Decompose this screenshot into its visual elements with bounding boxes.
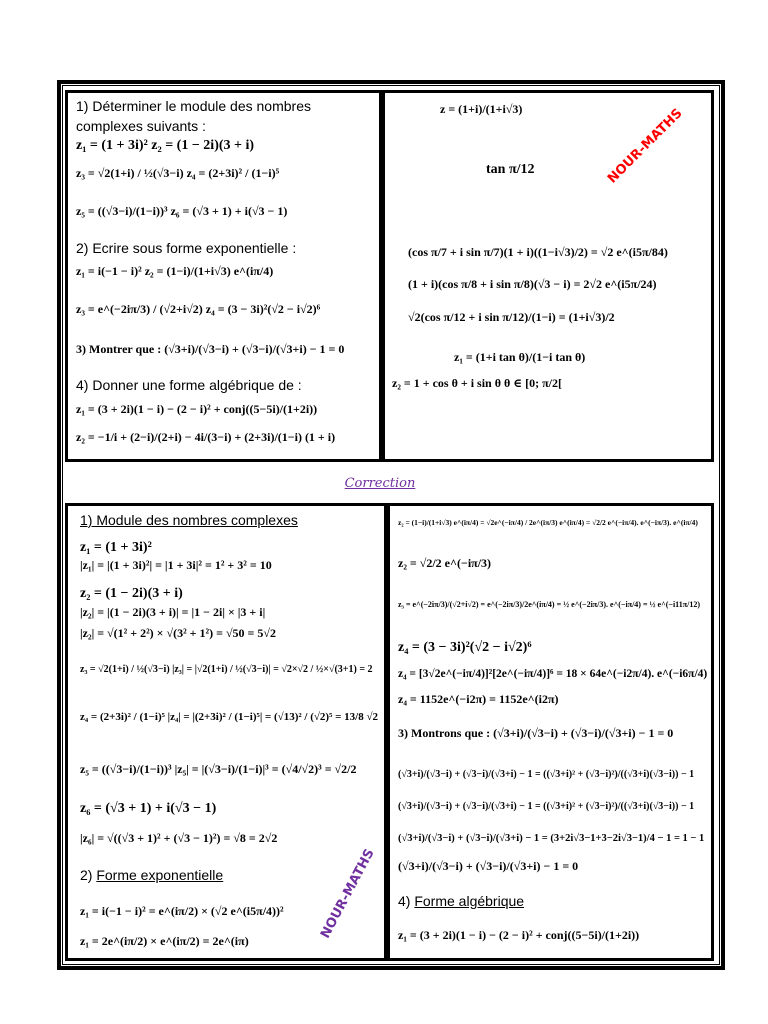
corr-line-1: z₁ = (1 + 3i)² xyxy=(80,540,152,555)
corr-right-line-4: z₄ = (3 − 3i)²(√2 − i√2)⁶ xyxy=(398,640,532,655)
corr-line-9: z₆ = (√3 + 1) + i(√3 − 1) xyxy=(80,801,217,816)
corr-right-line-1: z₂ = (1−i)/(1+i√3) e^(iπ/4) = √2e^(−iπ/4) / 2e^(iπ/3) e^(iπ/4) = √2/2 e^(−iπ/4). e^(−iπ/3). e^(iπ/4) xyxy=(398,518,698,527)
corr-line-7: z₄ = (2+3i)² / (1−i)⁵ |z₄| = |(2+3i)² / (1−i)⁵| = (√13)² / (√2)⁵ = 13/8 √2 xyxy=(80,711,378,723)
correction-heading: Correction xyxy=(344,476,416,491)
section-2-title xyxy=(80,867,223,883)
section-2-label: Forme exponentielle xyxy=(96,867,224,883)
q3-title: 3) Montrer que : (√3+i)/(√3−i) + (√3−i)/(√3+i) − 1 = 0 xyxy=(76,342,345,356)
corr-right-line-6: z₄ = 1152e^(−i2π) = 1152e^(i2π) xyxy=(398,692,559,706)
q1-row-2: z₃ = √2(1+i) / ½(√3−i) z₄ = (2+3i)² / (1−i)⁵ xyxy=(76,166,280,180)
corr-line-10: |z₆| = √((√3 + 1)² + (√3 − 1)²) = √8 = 2√2 xyxy=(80,831,278,845)
q2-row-1: z₁ = i(−1 − i)² z₂ = (1−i)/(1+i√3) e^(iπ/4) xyxy=(76,264,274,278)
equation-1: (cos π/7 + i sin π/7)(1 + i)((1−i√3)/2) = √2 e^(i5π/84) xyxy=(408,245,668,259)
corr-line-8: z₅ = ((√3−i)/(1−i))³ |z₅| = |(√3−i)/(1−i)|³ = (√4/√2)³ = √2/2 xyxy=(80,762,357,776)
section-3-title: 3) Montrons que : (√3+i)/(√3−i) + (√3−i)/(√3+i) − 1 = 0 xyxy=(398,726,674,740)
section-1-title: 1) Module des nombres complexes xyxy=(80,512,298,528)
corr-line-4: |z₂| = |(1 − 2i)(3 + i)| = |1 − 2i| × |3 + i| xyxy=(80,605,266,619)
section-2-number: 2) xyxy=(80,867,97,883)
corr-right-line-10: (√3+i)/(√3−i) + (√3−i)/(√3+i) − 1 = 0 xyxy=(398,859,579,873)
section-4-number: 4) xyxy=(398,893,415,909)
q4-row-1: z₁ = (3 + 2i)(1 − i) − (2 − i)² + conj((5−5i)/(1+2i)) xyxy=(76,402,318,416)
z-definition: z = (1+i)/(1+i√3) xyxy=(440,102,523,116)
equation-3: √2(cos π/12 + i sin π/12)/(1−i) = (1+i√3)/2 xyxy=(408,310,615,324)
q4-title: 4) Donner une forme algébrique de : xyxy=(76,377,302,393)
corr-right-line-5: z₄ = [3√2e^(−iπ/4)]²[2e^(−iπ/4)]⁶ = 18 × 64e^(−i2π/4). e^(−i6π/4) xyxy=(398,668,708,680)
corr-right-line-9: (√3+i)/(√3−i) + (√3−i)/(√3+i) − 1 = (3+2i√3−1+3−2i√3−1)/4 − 1 = 1 − 1 xyxy=(398,833,705,844)
corr-line-12: z₁ = 2e^(iπ/2) × e^(iπ/2) = 2e^(iπ) xyxy=(80,934,249,948)
equation-2: (1 + i)(cos π/8 + i sin π/8)(√3 − i) = 2√2 e^(i5π/24) xyxy=(408,277,657,291)
corr-right-line-3: z₃ = e^(−2iπ/3)/(√2+i√2) = e^(−2iπ/3)/2e^(iπ/4) = ½ e^(−2iπ/3). e^(−iπ/4) = ½ e^(−i11π/12) xyxy=(398,600,701,609)
corr-right-line-11: z₁ = (3 + 2i)(1 − i) − (2 − i)² + conj((5−5i)/(1+2i)) xyxy=(398,928,640,942)
q1-row-1: z₁ = (1 + 3i)² z₂ = (1 − 2i)(3 + i) xyxy=(76,138,255,153)
tan-expression: tan π/12 xyxy=(486,162,535,177)
corr-line-3: z₂ = (1 − 2i)(3 + i) xyxy=(80,586,183,601)
z1-definition: z₁ = (1+i tan θ)/(1−i tan θ) xyxy=(454,350,586,364)
q2-title: 2) Ecrire sous forme exponentielle : xyxy=(76,240,297,256)
corr-right-line-7: (√3+i)/(√3−i) + (√3−i)/(√3+i) − 1 = ((√3+i)² + (√3−i)²)/((√3+i)(√3−i)) − 1 xyxy=(398,769,695,780)
section-4-title xyxy=(398,893,524,909)
exercise-right-box xyxy=(382,90,714,462)
q1-title-continued: complexes suivants : xyxy=(76,118,206,134)
q4-row-2: z₂ = −1/i + (2−i)/(2+i) − 4i/(3−i) + (2+3i)/(1−i) (1 + i) xyxy=(76,430,336,444)
nour-maths-stamp-bottom: NOUR-MATHS xyxy=(318,846,378,942)
corr-line-5: |z₂| = √(1² + 2²) × √(3² + 1²) = √50 = 5√2 xyxy=(80,626,276,640)
q1-row-3: z₅ = ((√3−i)/(1−i))³ z₆ = (√3 + 1) + i(√3 − 1) xyxy=(76,204,288,218)
q2-row-2: z₃ = e^(−2iπ/3) / (√2+i√2) z₄ = (3 − 3i)²(√2 − i√2)⁶ xyxy=(76,302,321,316)
nour-maths-stamp-top: NOUR-MATHS xyxy=(605,105,686,187)
corr-right-line-2: z₂ = √2/2 e^(−iπ/3) xyxy=(398,556,492,570)
q1-title: 1) Déterminer le module des nombres xyxy=(76,98,311,114)
z2-definition: z₂ = 1 + cos θ + i sin θ θ ∈ [0; π/2[ xyxy=(392,376,563,390)
section-4-label: Forme algébrique xyxy=(414,893,525,909)
corr-right-line-8: (√3+i)/(√3−i) + (√3−i)/(√3+i) − 1 = ((√3+i)² + (√3−i)²)/((√3+i)(√3−i)) − 1 xyxy=(398,801,695,812)
corr-line-11: z₁ = i(−1 − i)² = e^(iπ/2) × (√2 e^(i5π/4))² xyxy=(80,904,284,918)
corr-line-6: z₃ = √2(1+i) / ½(√3−i) |z₃| = |√2(1+i) / ½(√3−i)| = √2×√2 / ½×√(3+1) = 2 xyxy=(80,664,373,675)
corr-line-2: |z₁| = |(1 + 3i)²| = |1 + 3i|² = 1² + 3² = 10 xyxy=(80,558,272,572)
